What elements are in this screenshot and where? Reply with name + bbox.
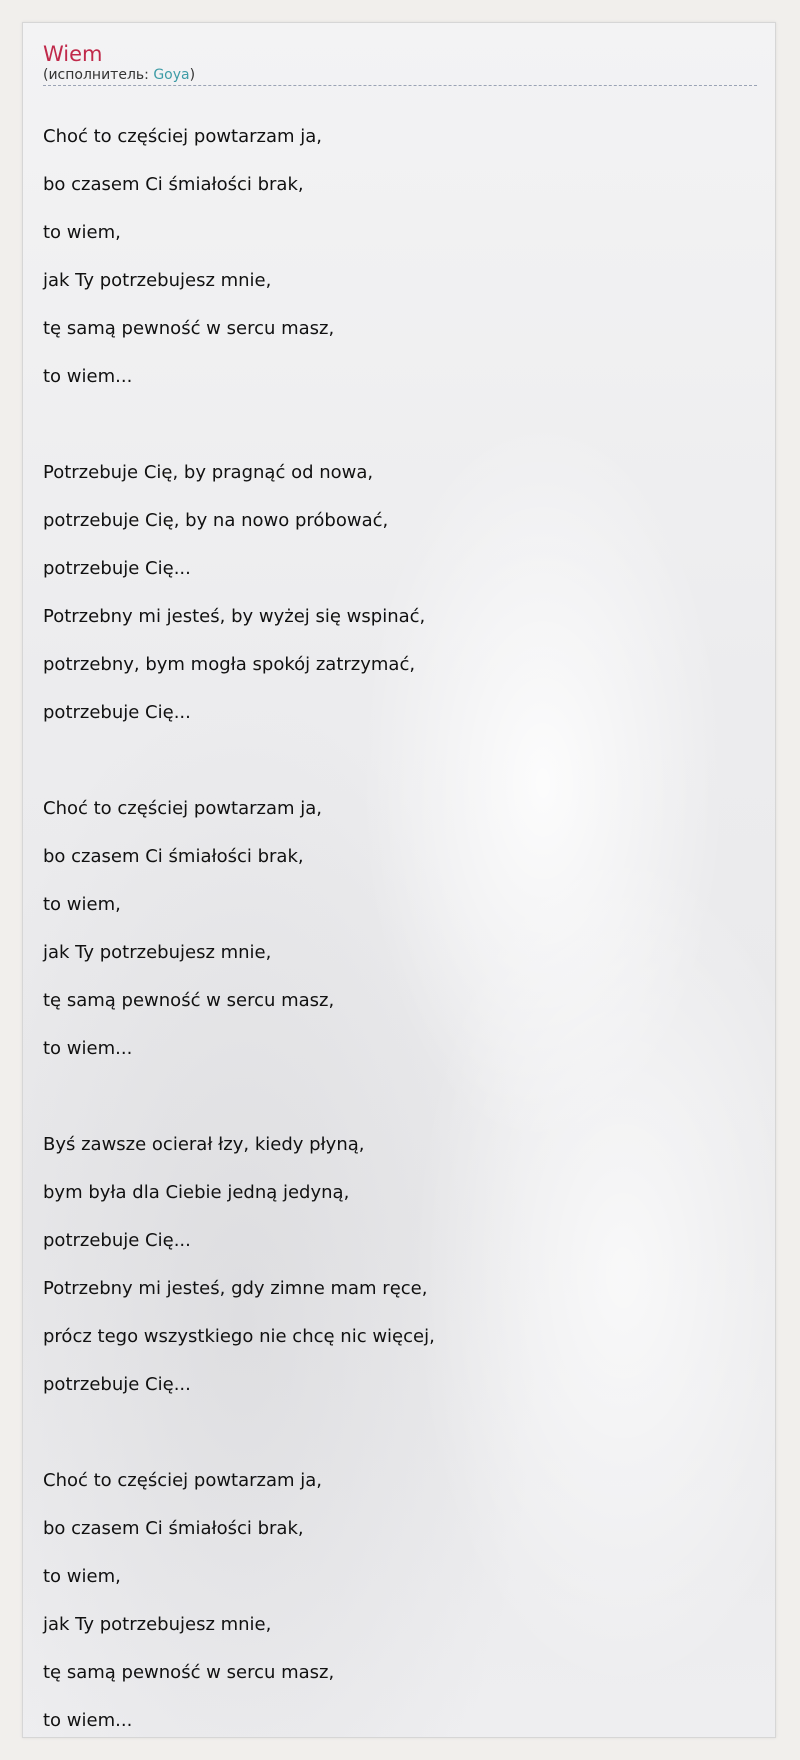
lyric-line: to wiem, — [43, 894, 121, 915]
lyric-line: potrzebuje Cię... — [43, 1230, 191, 1251]
lyric-line: Choć to częściej powtarzam ja, — [43, 126, 323, 147]
lyric-line: to wiem... — [43, 1710, 133, 1731]
artist-link[interactable]: Goya — [153, 67, 190, 83]
lyric-line: potrzebny, bym mogła spokój zatrzymać, — [43, 654, 416, 675]
lyric-line: Potrzebny mi jesteś, by wyżej się wspinać, — [43, 606, 426, 627]
lyric-line: Potrzebuje Cię, by pragnąć od nowa, — [43, 462, 374, 483]
lyric-line: bym była dla Ciebie jedną jedyną, — [43, 1182, 350, 1203]
lyric-line: tę samą pewność w sercu masz, — [43, 318, 335, 339]
lyric-line: potrzebuje Cię... — [43, 702, 191, 723]
lyric-line: potrzebuje Cię... — [43, 558, 191, 579]
lyric-line: Choć to częściej powtarzam ja, — [43, 1470, 323, 1491]
lyric-line: tę samą pewność w sercu masz, — [43, 990, 335, 1011]
lyric-line: to wiem... — [43, 1038, 133, 1059]
stanza-gap — [43, 401, 757, 449]
lyric-line: jak Ty potrzebujesz mnie, — [43, 942, 272, 963]
lyric-line: Byś zawsze ocierał łzy, kiedy płyną, — [43, 1134, 365, 1155]
song-header — [43, 41, 757, 86]
lyric-line: bo czasem Ci śmiałości brak, — [43, 846, 304, 867]
lyric-line: potrzebuje Cię, by na nowo próbować, — [43, 510, 389, 531]
lyric-line: bo czasem Ci śmiałości brak, — [43, 1518, 304, 1539]
artist-line — [43, 67, 757, 86]
lyric-line: tę samą pewność w sercu masz, — [43, 1662, 335, 1683]
stanza-gap — [43, 1073, 757, 1121]
lyric-line: to wiem... — [43, 366, 133, 387]
artist-suffix: ) — [189, 67, 196, 83]
lyric-line: jak Ty potrzebujesz mnie, — [43, 1614, 272, 1635]
lyrics-card — [22, 22, 776, 1738]
lyric-line: prócz tego wszystkiego nie chcę nic więcej, — [43, 1326, 435, 1347]
lyric-line: Choć to częściej powtarzam ja, — [43, 798, 323, 819]
artist-prefix: (исполнитель: — [43, 67, 154, 83]
lyric-line: potrzebuje Cię... — [43, 1374, 191, 1395]
lyric-line: bo czasem Ci śmiałości brak, — [43, 174, 304, 195]
lyric-line: jak Ty potrzebujesz mnie, — [43, 270, 272, 291]
lyric-line: to wiem, — [43, 1566, 121, 1587]
stanza-gap — [43, 1409, 757, 1457]
song-title: Wiem — [43, 42, 103, 66]
lyric-line: Potrzebny mi jesteś, gdy zimne mam ręce, — [43, 1278, 428, 1299]
stanza-gap — [43, 737, 757, 785]
lyrics-body — [43, 113, 757, 1745]
lyric-line: to wiem, — [43, 222, 121, 243]
